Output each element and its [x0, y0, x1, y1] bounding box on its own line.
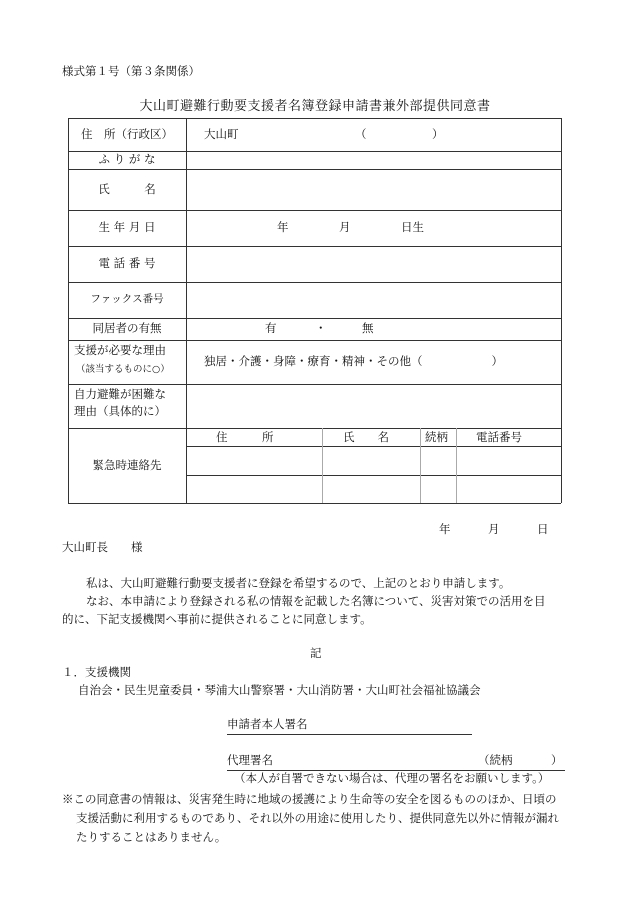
proxy-note: （本人が自署できない場合は、代理の署名をお願いします。） [234, 771, 550, 785]
form-title: 大山町避難行動要支援者名簿登録申請書兼外部提供同意書 [139, 99, 491, 114]
date-year-unit: 年 [439, 522, 451, 536]
emergency-contact-label: 緊急時連絡先 [92, 458, 162, 472]
birthdate-label: 生 年 月 日 [98, 220, 156, 234]
self-evac-label-2: 理由（具体的に） [74, 404, 166, 418]
address-paren-open: （ [355, 127, 367, 141]
address-label: 住 所（行政区） [81, 127, 173, 141]
emergency-header-phone: 電話番号 [476, 430, 522, 444]
name-label: 氏 名 [98, 182, 156, 196]
footnote-line-2: 支援活動に利用するものであり、それ以外の用途に使用したり、提供同意先以外に情報が漏れ [76, 811, 559, 825]
footnote-line-3: たりすることはありません。 [76, 830, 227, 844]
self-evac-label-1: 自力避難が困難な [74, 387, 166, 401]
date-day-unit: 日 [537, 522, 549, 536]
emergency-header-name: 氏 名 [343, 430, 389, 444]
reason-label: 支援が必要な理由 [74, 343, 166, 357]
fax-field[interactable] [187, 283, 560, 317]
form-number: 様式第１号（第３条関係） [62, 64, 200, 78]
cohabitant-separator: ・ [315, 321, 327, 335]
proxy-relation-close: ） [551, 753, 563, 767]
reason-options[interactable]: 独居・介護・身障・療育・精神・その他（ ） [204, 354, 503, 368]
footnote-line-1: ※この同意書の情報は、災害発生時に地域の援護により生命等の安全を図るもののほか、日頃の [62, 792, 557, 806]
cohabitant-label: 同居者の有無 [92, 321, 162, 335]
birth-year-unit: 年 [277, 220, 289, 234]
address-town: 大山町 [204, 127, 239, 141]
birth-month-unit: 月 [339, 220, 351, 234]
phone-label: 電 話 番 号 [98, 256, 156, 270]
birth-day-unit: 日生 [401, 220, 424, 234]
furigana-label: ふ り が な [98, 152, 156, 166]
ki-heading: 記 [310, 646, 322, 660]
reason-label-note: （該当するものに○） [76, 364, 170, 375]
request-statement: 私は、大山町避難行動要支援者に登録を希望するので、上記のとおり申請します。 [86, 576, 511, 590]
self-evac-field[interactable] [187, 385, 560, 427]
addressee: 大山町長 様 [62, 540, 143, 554]
proxy-signature-label: 代理署名 [227, 753, 273, 767]
consent-statement-1: なお、本申請により登録される私の情報を記載した名簿について、災害対策での活用を目 [86, 594, 546, 608]
applicant-signature-line[interactable] [227, 734, 472, 735]
date-month-unit: 月 [488, 522, 500, 536]
proxy-relation-open: （続柄 [478, 753, 513, 767]
cohabitant-yes[interactable]: 有 [265, 321, 277, 335]
name-field[interactable] [187, 170, 560, 209]
consent-statement-2: 的に、下記支援機関へ事前に提供されることに同意します。 [62, 612, 372, 626]
support-orgs-heading: １．支援機関 [62, 665, 131, 679]
address-paren-close: ） [432, 127, 444, 141]
emergency-header-relation: 続柄 [425, 430, 448, 444]
phone-field[interactable] [187, 247, 560, 281]
fax-label: ファックス番号 [90, 293, 164, 305]
applicant-signature-label: 申請者本人署名 [227, 717, 308, 731]
cohabitant-no[interactable]: 無 [362, 321, 374, 335]
support-orgs-list: 自治会・民生児童委員・琴浦大山警察署・大山消防署・大山町社会福祉協議会 [78, 683, 481, 697]
emergency-header-address: 住 所 [216, 430, 274, 444]
furigana-field[interactable] [187, 152, 560, 168]
